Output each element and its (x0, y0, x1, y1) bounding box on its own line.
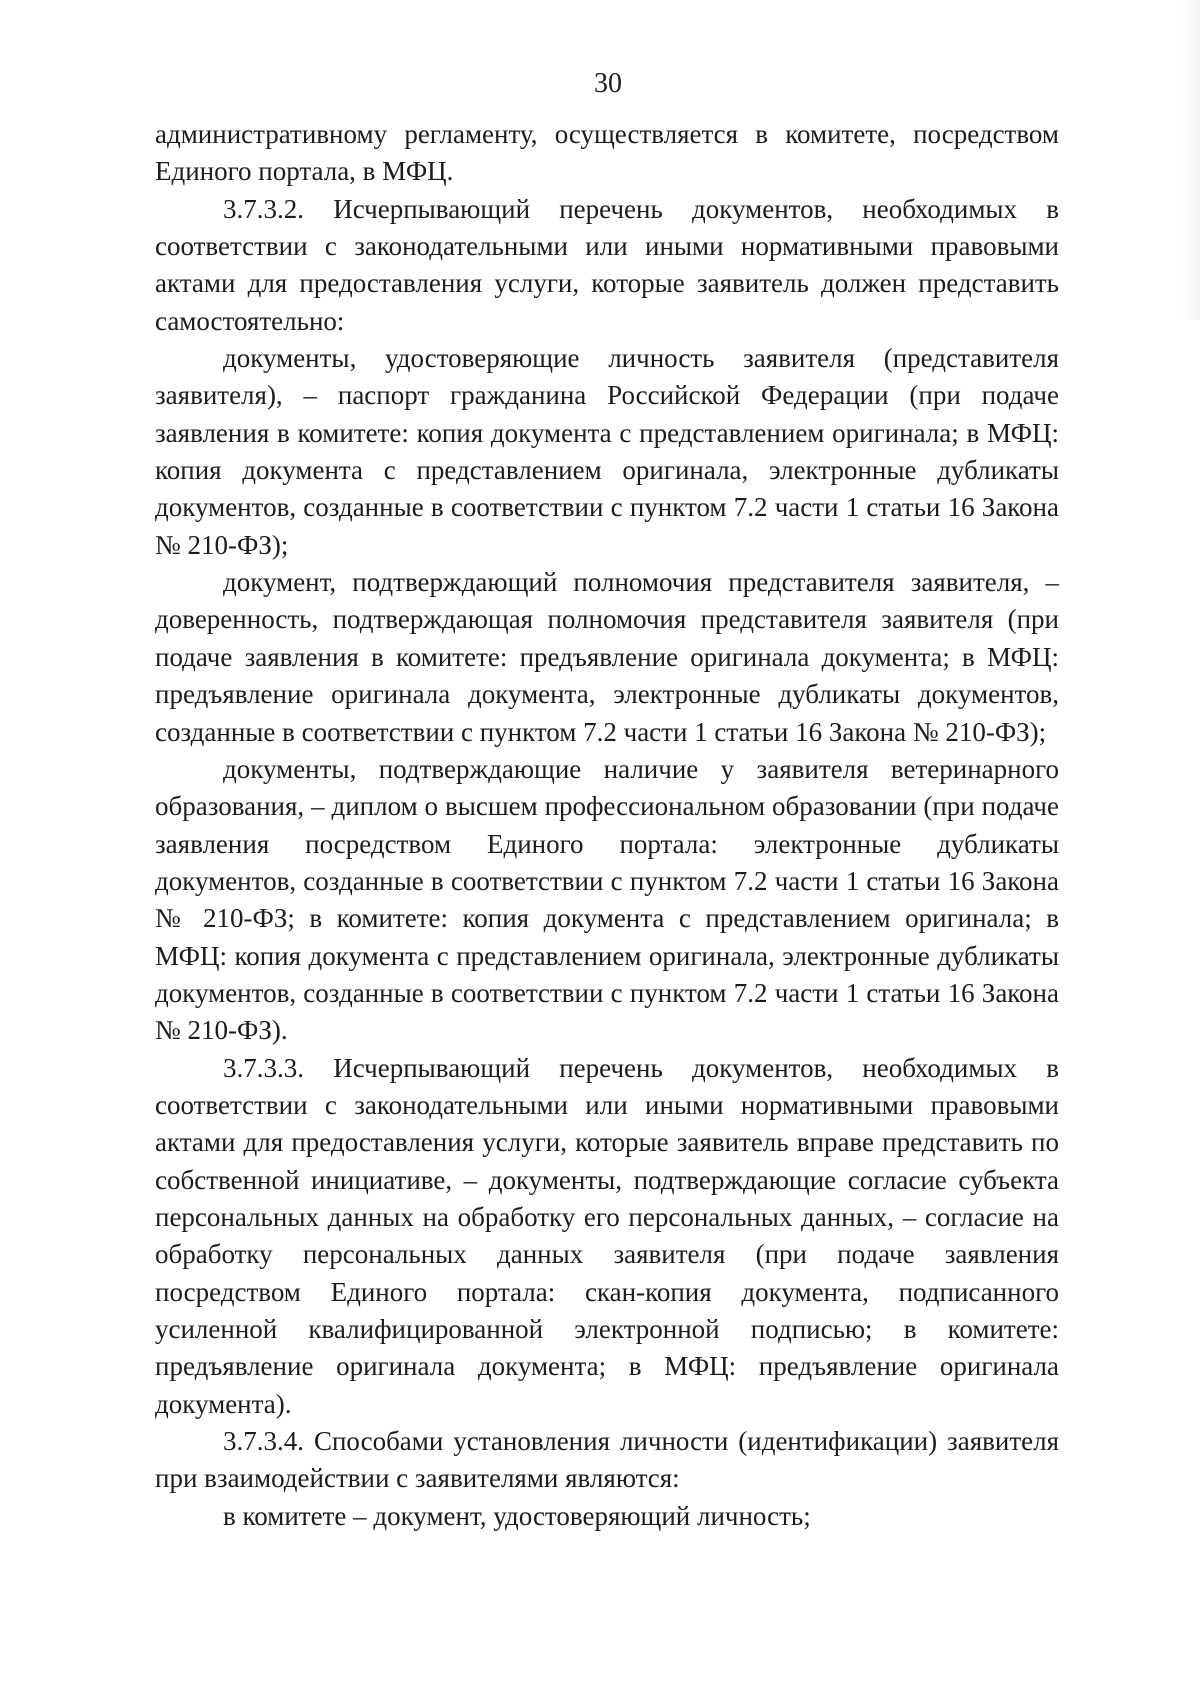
paragraph-continuation: административному регламенту, осуществляется в комитете, посредством Единого портала, в МФЦ. (155, 119, 1059, 187)
paragraph-authority-document: документ, подтверждающий полномочия представителя заявителя, – доверенность, подтверждающая полномочия представителя заявителя (при подаче заявления в комитете: предъявление оригинала документа; в МФЦ: предъявление оригинала документа, электронные дубликаты документов, созданные в соответствии с пунктом 7.2 части 1 статьи 16 Закона № 210-ФЗ); (155, 567, 1059, 747)
paragraph-3-7-3-2: 3.7.3.2. Исчерпывающий перечень документов, необходимых в соответствии с законодательными или иными нормативными правовыми актами для предоставления услуги, которые заявитель должен представить самостоятельно: (155, 193, 1059, 336)
paragraph-identity-documents: документы, удостоверяющие личность заявителя (представителя заявителя), – паспорт гражданина Российской Федерации (при подаче заявления в комитете: копия документа с представлением оригинала; в МФЦ: копия документа с представлением оригинала, электронные дубликаты документов, созданные в соответствии с пунктом 7.2 части 1 статьи 16 Закона № 210-ФЗ); (155, 343, 1059, 560)
page-number: 30 (594, 68, 622, 99)
paragraph-3-7-3-4: 3.7.3.4. Способами установления личности (идентификации) заявителя при взаимодействии с заявителями являются: (155, 1426, 1059, 1494)
paragraph-3-7-3-3: 3.7.3.3. Исчерпывающий перечень документов, необходимых в соответствии с законодательными или иными нормативными правовыми актами для предоставления услуги, которые заявитель вправе представить по собственной инициативе, – документы, подтверждающие согласие субъекта персональных данных на обработку его персональных данных, – согласие на обработку персональных данных заявителя (при подаче заявления посредством Единого портала: скан-копия документа, подписанного усиленной квалифицированной электронной подписью; в комитете: предъявление оригинала документа; в МФЦ: предъявление оригинала документа). (155, 1052, 1059, 1419)
document-body (155, 116, 1059, 1535)
scan-edge-shadow (1182, 0, 1200, 320)
paragraph-veterinary-education: документы, подтверждающие наличие у заявителя ветеринарного образования, – диплом о высшем профессиональном образовании (при подаче заявления посредством Единого портала: электронные дубликаты документов, созданные в соответствии с пунктом 7.2 части 1 статьи 16 Закона № 210-ФЗ; в комитете: копия документа с представлением оригинала; в МФЦ: копия документа с представлением оригинала, электронные дубликаты документов, созданные в соответствии с пунктом 7.2 части 1 статьи 16 Закона № 210-ФЗ). (155, 753, 1059, 1046)
paragraph-in-committee: в комитете – документ, удостоверяющий личность; (223, 1500, 811, 1531)
